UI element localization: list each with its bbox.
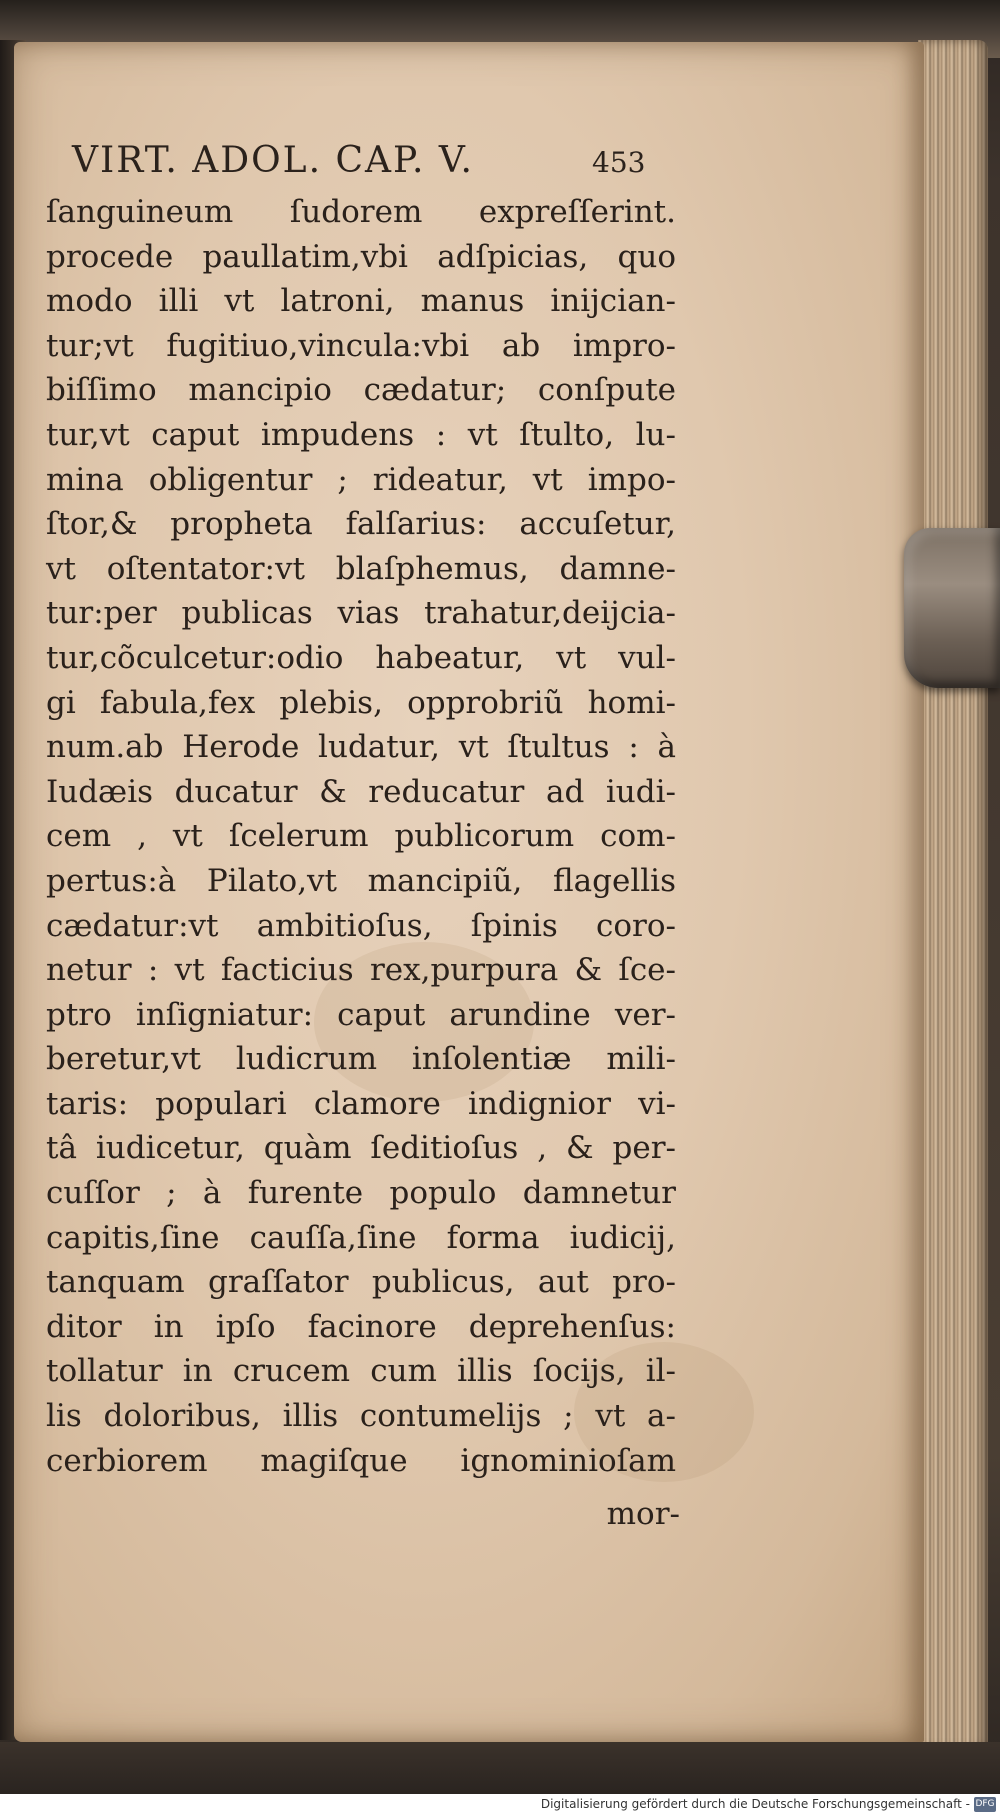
page-number: 453 — [592, 146, 646, 179]
text-line: ſanguineum ſudorem expreſſerint. — [46, 194, 676, 230]
text-line: cem , vt ſcelerum publicorum com- — [46, 818, 676, 855]
body-text — [46, 190, 676, 1483]
text-line: netur : vt facticius rex,purpura & ſce- — [46, 952, 676, 989]
text-line: vt oſtentator:vt blaſphemus, damne- — [46, 550, 676, 587]
text-line: ſtor,& propheta falſarius: accuſetur, — [46, 506, 676, 543]
running-head: VIRT. ADOL. CAP. V. — [72, 140, 474, 181]
text-line: cuſſor ; à furente populo damnetur — [46, 1175, 676, 1212]
text-line: beretur,vt ludicrum inſolentiæ mili- — [46, 1041, 676, 1078]
text-line: capitis,ſine cauſſa,ſine forma iudicij, — [46, 1219, 676, 1256]
text-line: num.ab Herode ludatur, vt ſtultus : à — [46, 729, 676, 766]
text-line: pertus:à Pilato,vt mancipiũ, flagellis — [46, 862, 676, 899]
catchword: mor- — [606, 1496, 680, 1532]
text-line: tur:per publicas vias trahatur,deijcia- — [46, 595, 676, 632]
book-clasp — [904, 528, 1000, 688]
footer-bar — [0, 1794, 1000, 1816]
funding-credit: Digitalisierung gefördert durch die Deutsche Forschungsgemeinschaft - — [540, 1797, 970, 1811]
page-edges — [918, 40, 988, 1750]
text-line: biſſimo mancipio cædatur; conſpute — [46, 372, 676, 409]
text-line: tollatur in crucem cum illis ſocijs, il- — [46, 1353, 676, 1390]
text-line: ditor in ipſo facinore deprehenſus: — [46, 1308, 676, 1345]
text-line: lis doloribus, illis contumelijs ; vt a- — [46, 1398, 676, 1435]
text-line: Iudæis ducatur & reducatur ad iudi- — [46, 773, 676, 810]
text-line: modo illi vt latroni, manus inijcian- — [46, 283, 676, 320]
book-cover-bottom — [0, 1742, 1000, 1794]
text-line: tâ iudicetur, quàm ſeditioſus , & per- — [46, 1130, 676, 1167]
text-line: taris: populari clamore indignior vi- — [46, 1085, 676, 1122]
text-line: gi fabula,fex plebis, opprobriũ homi- — [46, 684, 676, 721]
text-line: ptro inſigniatur: caput arundine ver- — [46, 996, 676, 1033]
text-line: tur,vt caput impudens : vt ſtulto, lu- — [46, 416, 676, 453]
text-line: mina obligentur ; rideatur, vt impo- — [46, 461, 676, 498]
text-line: cædatur:vt ambitioſus, ſpinis coro- — [46, 907, 676, 944]
dfg-logo: DFG — [974, 1797, 996, 1812]
text-line: tanquam graſſator publicus, aut pro- — [46, 1264, 676, 1301]
text-line: cerbiorem magiſque ignominioſam — [46, 1442, 676, 1479]
text-line: tur,cõculcetur:odio habeatur, vt vul- — [46, 639, 676, 676]
text-line: procede paullatim,vbi adſpicias, quo — [46, 238, 676, 275]
text-line: tur;vt fugitiuo,vincula:vbi ab impro- — [46, 327, 676, 364]
